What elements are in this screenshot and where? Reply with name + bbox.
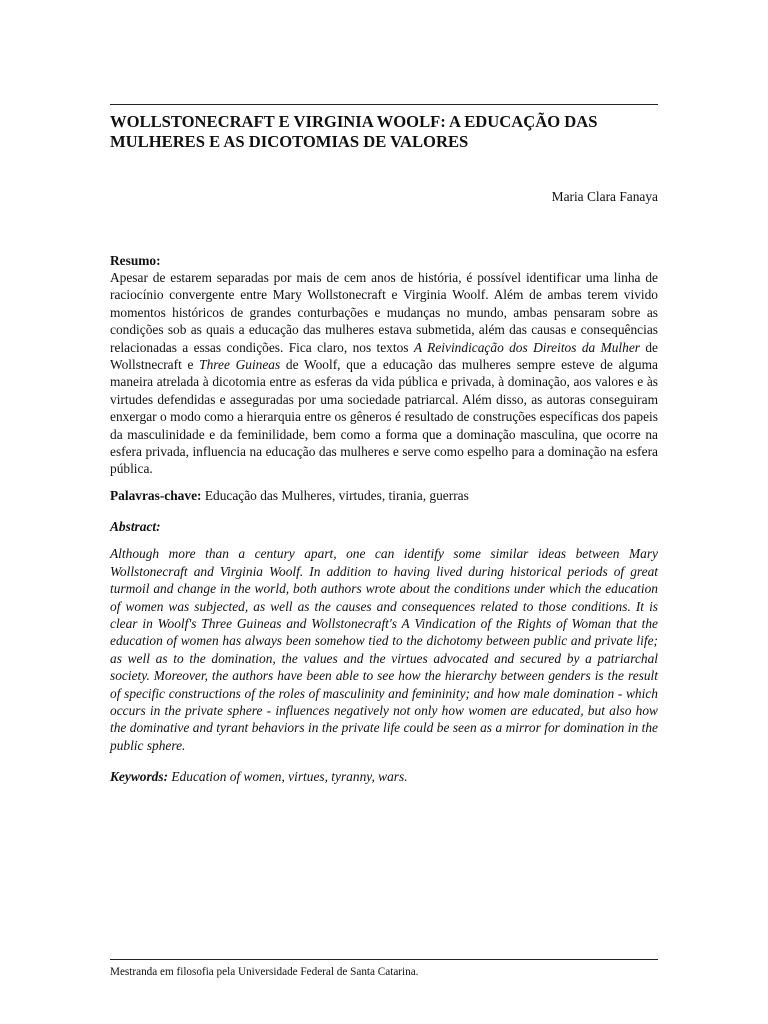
footnote-text: Mestranda em filosofia pela Universidade Federal de Santa Catarina.: [110, 966, 419, 978]
resumo-text-part-1: Apesar de estarem separadas por mais de cem anos de história, é possível identificar uma linha de raciocínio convergente entre Mary Wollstonecraft e Virginia Woolf. Além de ambas terem vivido momentos históricos de grandes conturbações e mudanças no mundo, ambas pensaram sobre as condições sob as quais a educação das mulheres estava submetida, além das causas e consequências relacionadas a essas condições. Fica claro, nos textos: [110, 270, 658, 355]
abstract-heading: Abstract:: [110, 519, 161, 535]
resumo-text-part-3: de Woolf, que a educação das mulheres sempre esteve de alguma maneira atrelada à dicotomia entre as esferas da vida pública e privada, à dominação, aos valores e às virtudes defendidas e asseguradas por uma sociedade patriarcal. Além disso, as autoras conseguiram enxergar o modo como a hierarquia entre os gêneros é resultado de construções específicas dos papeis da masculinidade e da feminilidade, bem como a forma que a dominação masculina, que ocorre na esfera privada, influencia na educação das mulheres e serve como espelho para a dominação na esfera pública.: [110, 357, 658, 477]
resumo-text: [110, 269, 658, 478]
footnote-rule: [110, 959, 658, 960]
paper-title: WOLLSTONECRAFT E VIRGINIA WOOLF: A EDUCAÇÃO DAS MULHERES E AS DICOTOMIAS DE VALORES: [110, 112, 598, 151]
resumo-book-title-2: Three Guineas: [199, 357, 281, 373]
resumo-text-part-2: de Wollstnecraft e: [110, 339, 658, 373]
resumo-book-title-1: A Reivindicação dos Direitos da Mulher: [413, 339, 640, 355]
paper-page: [110, 104, 658, 785]
abstract-text: Although more than a century apart, one can identify some similar ideas between Mary Wollstonecraft and Virginia Woolf. In addition to having lived during historical periods of great turmoil and change in the world, both authors wrote about the conditions under which the education of women was subjected, as well as the causes and consequences related to those conditions. It is clear in Woolf's Three Guineas and Wollstonecraft's A Vindication of the Rights of Woman that the education of women has always been somehow tied to the dichotomy between public and private life; as well as to the domination, the values and the virtues advocated and secured by a patriarchal society. Moreover, the authors have been able to see how the hierarchy between genders is the result of specific constructions of the roles of masculinity and femininity; and how male domination - which occurs in the private sphere - influences negatively not only how women are educated, but also how the dominative and tyrant behaviors in the private life could be seen as a mirror for domination in the public sphere.: [110, 546, 658, 753]
keywords: [110, 768, 658, 785]
footer: [110, 959, 658, 979]
palavras-chave-text: Educação das Mulheres, virtudes, tirania, guerras: [201, 487, 469, 503]
resumo-heading: Resumo:: [110, 253, 161, 268]
keywords-label: Keywords:: [110, 768, 169, 784]
palavras-chave: [110, 487, 658, 504]
keywords-text: Education of women, virtues, tyranny, wars.: [168, 768, 408, 784]
header-rule: [110, 104, 658, 105]
palavras-chave-label: Palavras-chave:: [110, 487, 202, 503]
author-name: Maria Clara Fanaya: [551, 189, 658, 204]
